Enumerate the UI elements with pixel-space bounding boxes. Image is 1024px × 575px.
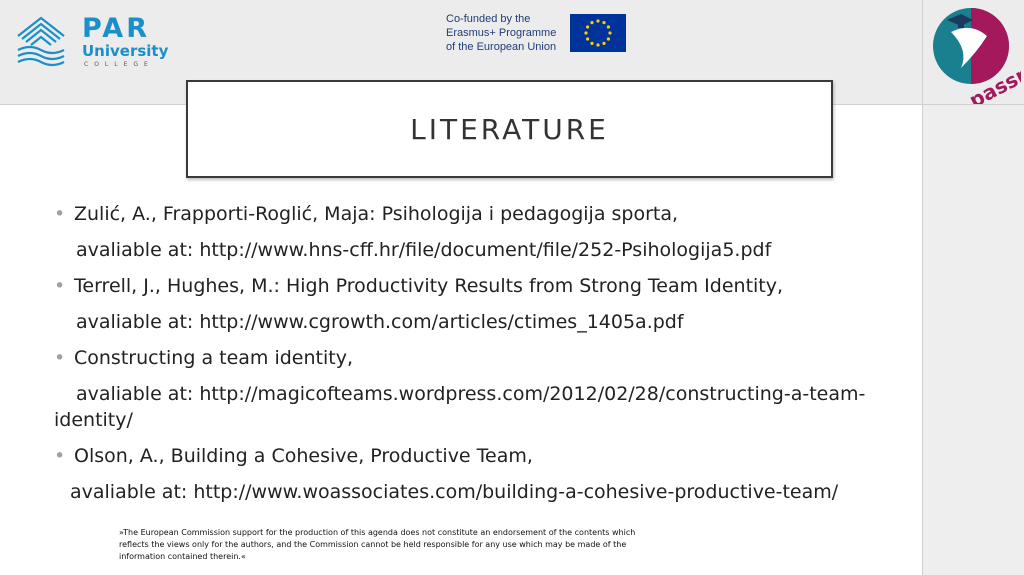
list-item [54, 438, 914, 474]
reference-link[interactable]: avaliable at: http://www.hns-cff.hr/file/document/file/252-Psihologija5.pdf [76, 239, 772, 261]
passport-logo [925, 2, 1021, 104]
reference-text: Zulić, A., Frapporti-Roglić, Maja: Psihologija i pedagogija sporta, [74, 203, 679, 225]
reference-link[interactable]: avaliable at: http://www.woassociates.com/building-a-cohesive-productive-team/ [70, 481, 839, 503]
reference-text: Constructing a team identity, [74, 347, 353, 369]
bullet-icon: • [54, 203, 66, 225]
list-item [54, 340, 914, 376]
reference-link[interactable] [54, 376, 874, 438]
erasmus-line: Co-funded by the [446, 13, 531, 25]
erasmus-line: Erasmus+ Programme [446, 27, 557, 39]
title-box [186, 80, 833, 178]
par-emblem-icon [14, 14, 68, 68]
bullet-icon: • [54, 275, 66, 297]
erasmus-line: of the European Union [446, 41, 557, 53]
reference-link-text[interactable]: avaliable at: http://magicofteams.wordpress.com/2012/02/28/constructing-a-team-identity/ [54, 383, 866, 431]
bullet-icon: • [54, 445, 66, 467]
reference-link[interactable]: avaliable at: http://www.cgrowth.com/articles/ctimes_1405a.pdf [76, 311, 684, 333]
eu-disclaimer: »The European Commission support for the production of this agenda does not constitute an endorsement of the contents which reflects the views only for the authors, and the Commission cannot be held responsible for any use which may be made of the information contained therein.« [119, 528, 636, 561]
right-strip-divider [922, 0, 923, 105]
par-logo-college: COLLEGE [84, 61, 154, 68]
erasmus-cofunded-text [446, 12, 576, 54]
reference-text: Olson, A., Building a Cohesive, Productive Team, [74, 445, 533, 467]
par-university-logo [14, 13, 169, 74]
list-item [54, 196, 914, 232]
par-logo-name: PAR [82, 13, 150, 44]
reference-list [54, 196, 914, 510]
list-item [54, 268, 914, 304]
slide-title: LITERATURE [410, 113, 609, 146]
par-logo-university: University [82, 42, 169, 60]
bullet-icon: • [54, 347, 66, 369]
reference-text: Terrell, J., Hughes, M.: High Productivity Results from Strong Team Identity, [74, 275, 784, 297]
passport-emblem-icon [925, 2, 1021, 104]
right-side-strip [922, 105, 1024, 575]
eu-flag-icon [570, 14, 626, 52]
